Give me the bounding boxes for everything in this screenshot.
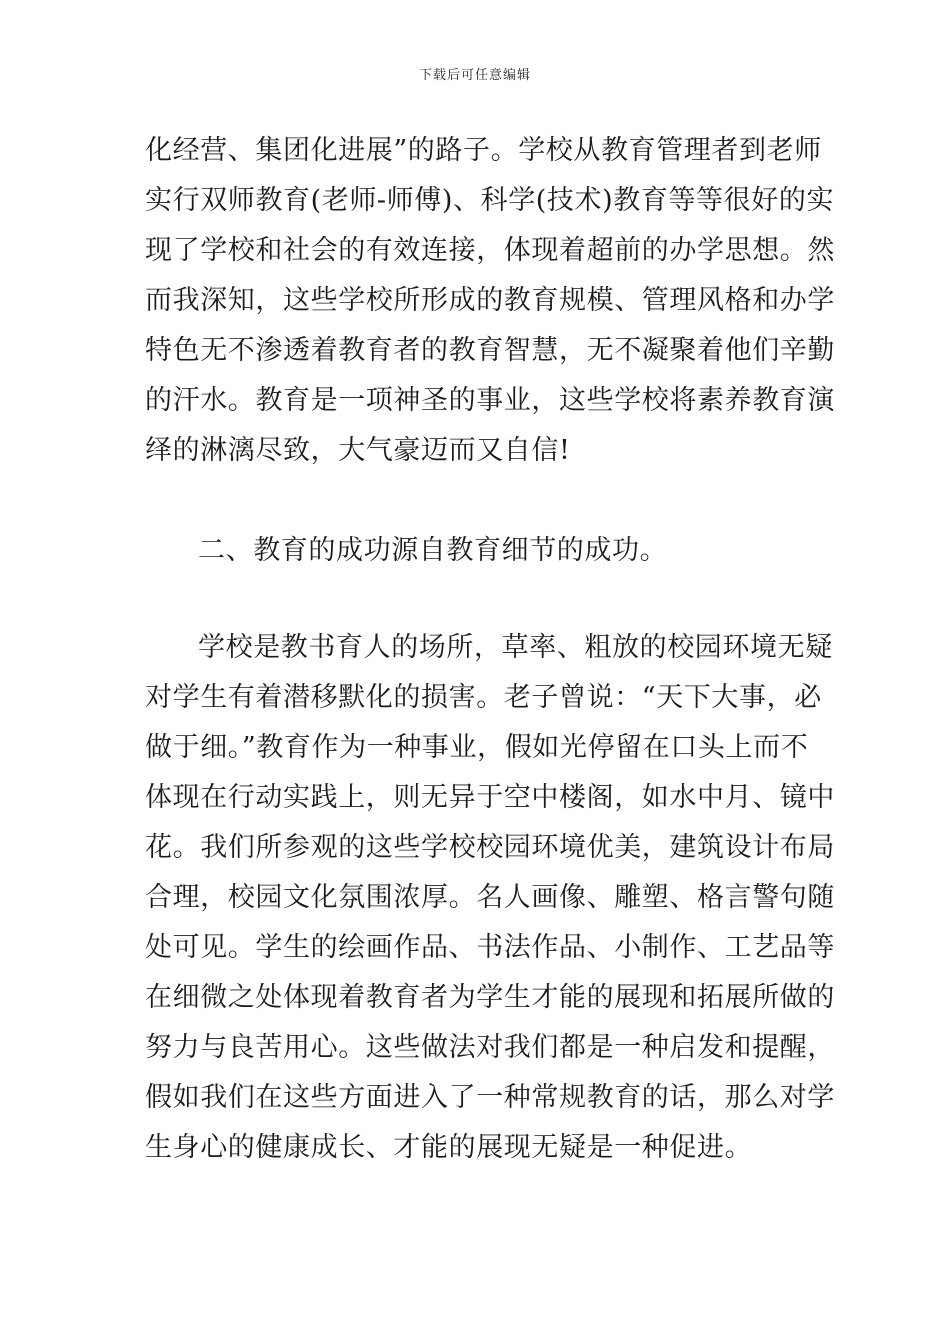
paragraph-line: 特色无不渗透着教育者的教育智慧，无不凝聚着他们辛勤 xyxy=(145,335,835,366)
paragraph-line: 化经营、集团化进展”的路子。学校从教育管理者到老师 xyxy=(145,135,822,166)
paragraph-line: 的汗水。教育是一项神圣的事业，这些学校将素养教育演 xyxy=(145,385,835,416)
paragraph-line: 学校是教书育人的场所，草率、粗放的校园环境无疑 xyxy=(198,632,833,663)
page-header: 下载后可任意编辑 xyxy=(418,68,531,83)
paragraph-line: 努力与良苦用心。这些做法对我们都是一种启发和提醒， xyxy=(145,1032,835,1063)
paragraph-line: 处可见。学生的绘画作品、书法作品、小制作、工艺品等 xyxy=(145,932,835,963)
paragraph-line: 生身心的健康成长、才能的展现无疑是一种促进。 xyxy=(145,1132,753,1163)
paragraph-line: 花。我们所参观的这些学校校园环境优美，建筑设计布局 xyxy=(145,832,835,863)
paragraph-line: 现了学校和社会的有效连接，体现着超前的办学思想。然 xyxy=(145,235,835,266)
paragraph-line: 假如我们在这些方面进入了一种常规教育的话，那么对学 xyxy=(145,1082,835,1113)
paragraph-line: 实行双师教育(老师-师傅)、科学(技术)教育等等很好的实 xyxy=(145,185,835,216)
paragraph-line: 而我深知，这些学校所形成的教育规模、管理风格和办学 xyxy=(145,285,835,316)
section-heading: 二、教育的成功源自教育细节的成功。 xyxy=(198,535,668,566)
paragraph-line: 体现在行动实践上，则无异于空中楼阁，如水中月、镜中 xyxy=(145,782,835,813)
paragraph-line: 对学生有着潜移默化的损害。老子曾说：“天下大事，必 xyxy=(145,682,822,713)
paragraph-line: 合理，校园文化氛围浓厚。名人画像、雕塑、格言警句随 xyxy=(145,882,835,913)
paragraph-line: 做于细。”教育作为一种事业，假如光停留在口头上而不 xyxy=(145,732,809,763)
paragraph-line: 在细微之处体现着教育者为学生才能的展现和拓展所做的 xyxy=(145,982,835,1013)
paragraph-line: 绎的淋漓尽致，大气豪迈而又自信! xyxy=(145,435,571,466)
